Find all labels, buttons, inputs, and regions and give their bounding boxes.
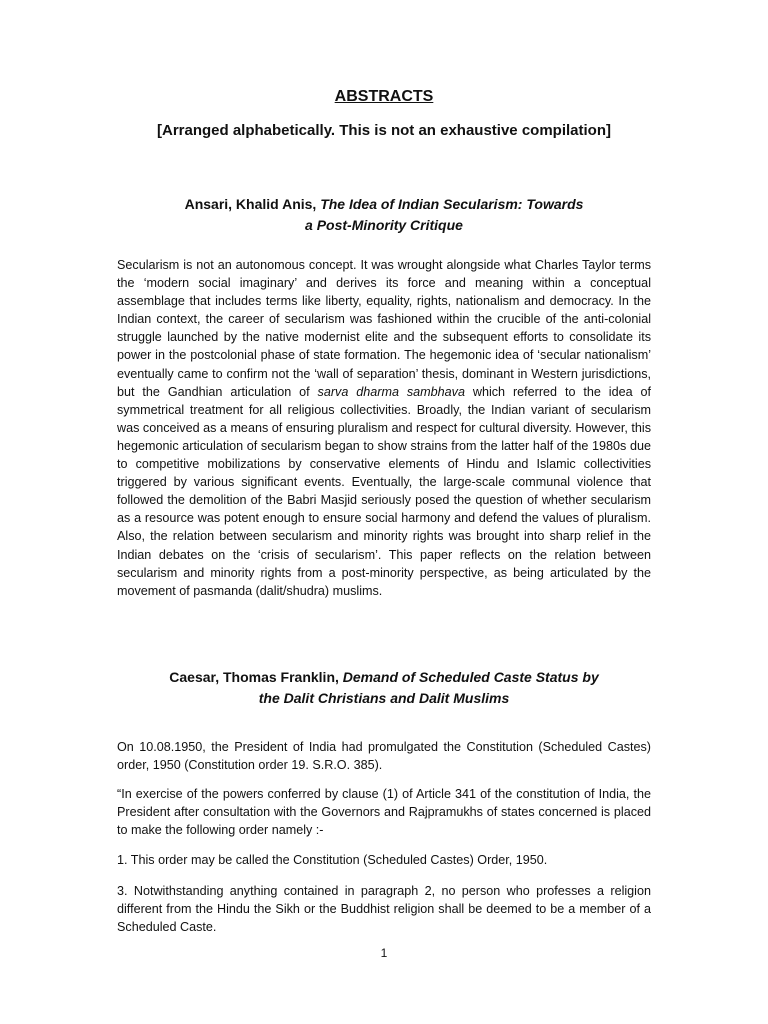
body-paragraph: 1. This order may be called the Constitution (Scheduled Castes) Order, 1950. (117, 853, 548, 867)
entry-author: Caesar, Thomas Franklin, (169, 669, 339, 685)
abstract-text-cont: which referred to the idea of symmetrical treatment for all religious collectivities. Broadly, the Indian variant of secularism was conceived as a means of ensuring pluralism and respect for cultural diversity. However, this hegemonic articulation of secularism began to show strains from the latter half of the 1980s due to competitive mobilizations by conservative elements of Hindu and Islamic collectivities triggered by various significant events. Eventually, the large-scale communal violence that followed the demolition of the Babri Masjid seriously posed the question of whether secularism as a resource was potent enough to ensure social harmony and defend the values of pluralism. Also, the relation between secularism and minority rights was brought into sharp relief in the Indian debates on the ‘crisis of secularism’. This paper reflects on the relation between secularism and minority rights from a post-minority perspective, as being articulated by the movement of pasmanda (dalit/shudra) muslims. (117, 384, 651, 598)
entry-work-title-cont: the Dalit Christians and Dalit Muslims (258, 690, 510, 706)
entry-title-ansari (0, 194, 768, 236)
body-paragraph: 3. Notwithstanding anything contained in paragraph 2, no person who professes a religion different from the Hindu the Sikh or the Buddhist religion shall be deemed to be a member of a Scheduled Caste. (117, 884, 651, 935)
entry-title-line-2 (0, 688, 768, 709)
entry-title-line-1 (0, 667, 768, 688)
abstract-text: Secularism is not an autonomous concept. It was wrought alongside what Charles Taylor terms the ‘modern social imaginary’ and derives its force and meaning within a conceptual assemblage that includes terms like liberty, equality, rights, nationalism and democracy. In the Indian context, the career of secularism was fashioned within the crucible of the anti-colonial struggle launched by the native modernist elite and the subsequent efforts to consolidate its power in the postcolonial phase of state formation. The hegemonic idea of ‘secular nationalism’ eventually came to confirm not the ‘wall of separation’ thesis, dominant in Western jurisdictions, but the Gandhian articulation of (117, 258, 651, 399)
entry-work-title-cont: a Post-Minority Critique (305, 217, 463, 233)
page-title: ABSTRACTS (334, 88, 434, 105)
entry-title-line-1 (0, 194, 768, 215)
entry-title-caesar (0, 667, 768, 709)
body-paragraph: “In exercise of the powers conferred by clause (1) of Article 341 of the constitution of India, the President after consultation with the Governors and Rajpramukhs of states concerned is placed to make the following order namely :- (117, 787, 651, 838)
page-number: 1 (380, 946, 388, 960)
abstract-italic-term: sarva dharma sambhava (317, 384, 465, 399)
entry-author: Ansari, Khalid Anis, (184, 196, 317, 212)
entry-title-line-2 (0, 215, 768, 236)
entry-work-title: Demand of Scheduled Caste Status by (342, 669, 599, 685)
body-paragraph: On 10.08.1950, the President of India had promulgated the Constitution (Scheduled Castes) order, 1950 (Constitution order 19. S.R.O. 385). (117, 740, 651, 773)
entry-abstract-ansari (117, 256, 651, 600)
page-subtitle: [Arranged alphabetically. This is not an exhaustive compilation] (157, 122, 611, 139)
entry-work-title: The Idea of Indian Secularism: Towards (320, 196, 584, 212)
